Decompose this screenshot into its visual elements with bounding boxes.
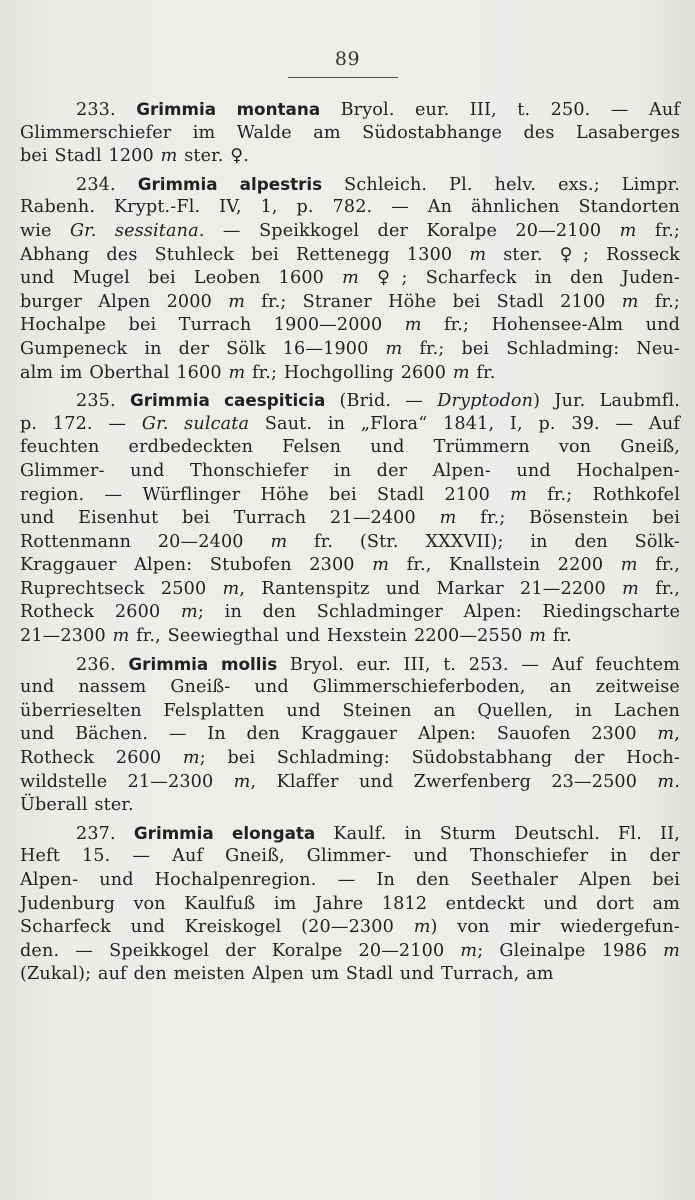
italic-text: m [182, 748, 200, 769]
text-segment: Scharfeck und Kreiskogel (20—2300 [20, 917, 414, 938]
text-segment: Saut. in „Flora“ 1841, I, p. 39. — Auf [249, 413, 681, 434]
italic-text: m [413, 917, 431, 938]
text-segment: fr.; Straner Höhe bei Stadl 2100 [245, 291, 622, 312]
text-segment: — Speikkogel der Koralpe 20—2100 [204, 220, 620, 241]
italic-text: m [181, 602, 198, 623]
text-segment: ; Gleinalpe 1986 [477, 940, 664, 961]
italic-text: m [439, 508, 457, 529]
italic-text: m [620, 555, 638, 576]
text-line [20, 531, 680, 555]
text-line [20, 338, 680, 362]
text-segment: Alpen- und Hochalpenregion. — In den Seethaler Alpen bei [20, 870, 680, 890]
italic-text: m [529, 626, 547, 647]
text-segment: feuchten erdbedeckten Felsen und Trümmern von Gneiß, [20, 437, 680, 458]
text-segment: ; bei Schladming: Südobstabhang der Hoch- [199, 748, 680, 769]
species-entry [20, 173, 680, 385]
italic-text: m [404, 315, 422, 336]
text-segment: Ruprechtseck 2500 [20, 578, 223, 599]
text-line [20, 794, 680, 818]
italic-text: m [657, 724, 675, 745]
text-segment: Rotheck 2600 [20, 748, 183, 769]
italic-text: m [619, 220, 637, 241]
entry-number: 236. [76, 654, 129, 675]
header-rule [288, 77, 398, 78]
text-segment: fr. (Str. XXXVII); in den Sölk- [287, 531, 681, 552]
entry-number: 233. [76, 100, 137, 120]
text-line [20, 893, 680, 917]
text-line [20, 122, 680, 146]
text-segment: fr., Seewiegthal und Hexstein 2200—2550 [129, 626, 530, 647]
text-line [20, 196, 680, 220]
text-line [20, 314, 680, 338]
text-line [20, 771, 680, 795]
text-line [20, 173, 680, 197]
text-segment: Bryol. eur. III, t. 250. — Auf [320, 100, 680, 120]
text-segment: p. 172. — [20, 413, 142, 434]
text-segment: ster. ♀; Rosseck [486, 244, 680, 265]
species-name: Grimmia montana [136, 99, 321, 119]
text-segment: Abhang des Stuhleck bei Rettenegg 1300 [20, 244, 470, 265]
text-segment: und nassem Gneiß- und Glimmerschieferboden, an zeitweise [20, 677, 680, 698]
text-segment: ) Jur. Laubmfl. [533, 391, 680, 412]
text-segment: , [674, 724, 680, 745]
text-line [20, 98, 680, 122]
text-segment: , Rantenspitz und Markar 21—2200 [239, 578, 623, 599]
species-entry [20, 653, 680, 818]
italic-text: m [385, 338, 403, 359]
text-line [20, 700, 680, 724]
italic-text: m [222, 578, 240, 599]
italic-text: m [621, 291, 639, 312]
text-segment: fr. [469, 362, 496, 383]
text-segment: und Mugel bei Leoben 1600 [20, 268, 343, 289]
italic-text: m [663, 940, 681, 961]
text-line [20, 413, 680, 437]
text-line [20, 747, 680, 771]
text-segment: Rottenmann 20—2400 [20, 531, 271, 552]
text-segment: Gumpeneck in der Sölk 16—1900 [20, 338, 386, 359]
text-line [20, 723, 680, 747]
text-segment: und Eisenhut bei Turrach 21—2400 [20, 508, 440, 529]
text-line [20, 507, 680, 531]
italic-text: m [342, 268, 359, 289]
text-line [20, 291, 680, 315]
species-name: Grimmia mollis [128, 653, 278, 674]
text-line [20, 940, 680, 964]
italic-text: m [452, 362, 470, 383]
text-segment: überrieselten Felsplatten und Steinen an Quellen, in Lachen [20, 700, 680, 721]
text-segment: und Bächen. — In den Kraggauer Alpen: Sauofen 2300 [20, 724, 658, 745]
species-name: Grimmia elongata [133, 822, 316, 843]
text-segment: Schleich. Pl. helv. exs.; Limpr. [322, 174, 680, 195]
text-segment: wie [20, 220, 70, 241]
italic-text: m [160, 146, 178, 167]
text-line [20, 916, 680, 940]
text-segment: fr.; bei Schladming: Neu- [402, 338, 680, 359]
text-line [20, 822, 680, 846]
species-entry [20, 822, 680, 987]
species-name: Grimmia alpestris [137, 173, 323, 194]
text-segment: fr.; Hohensee-Alm und [421, 315, 681, 336]
text-line [20, 220, 680, 244]
italic-text: m [112, 626, 130, 647]
text-segment: Kaulf. in Sturm Deutschl. Fl. II, [315, 823, 680, 844]
entry-number: 237. [76, 823, 134, 844]
text-segment: Bryol. eur. III, t. 253. — Auf feuchtem [277, 654, 680, 675]
text-segment: (Brid. — [325, 391, 438, 412]
text-segment: ♀; Scharfeck in den Juden- [358, 268, 680, 289]
text-segment: ; in den Schladminger Alpen: Riedingscharte [197, 602, 681, 623]
text-line [20, 267, 680, 291]
text-line [20, 845, 680, 869]
text-segment: (Zukal); auf den meisten Alpen um Stadl und Turrach, am [20, 964, 554, 985]
species-entry [20, 98, 680, 169]
text-segment: region. — Würflinger Höhe bei Stadl 2100 [20, 484, 511, 505]
text-segment: fr.; Bösenstein bei [456, 508, 680, 529]
text-segment: wildstelle 21—2300 [20, 771, 234, 792]
text-line [20, 389, 680, 413]
italic-text: m [469, 244, 487, 265]
italic-text: m [228, 291, 246, 312]
italic-text: m [622, 578, 639, 599]
text-line [20, 244, 680, 268]
text-segment: fr., [638, 578, 680, 599]
text-line [20, 578, 680, 602]
italic-text: Gr. sessitana. [69, 220, 205, 241]
italic-text: Dryptodon [437, 391, 534, 412]
text-segment: Überall ster. [20, 795, 134, 816]
species-name: Grimmia caespiticia [129, 390, 326, 411]
text-line [20, 554, 680, 578]
page-number: 89 [334, 48, 361, 70]
text-line [20, 601, 680, 625]
text-segment: bei Stadl 1200 [20, 146, 161, 167]
italic-text: m. [657, 771, 680, 792]
text-line [20, 484, 680, 508]
text-segment: Glimmerschiefer im Walde am Südostabhange des Lasaberges [20, 122, 680, 143]
text-line [20, 625, 680, 649]
text-segment: Heft 15. — Auf Gneiß, Glimmer- und Thonschiefer in der [20, 846, 680, 867]
entry-number: 235. [76, 391, 130, 412]
text-line [20, 963, 680, 987]
text-segment: fr.; Hochgolling 2600 [245, 362, 453, 383]
text-segment: Rabenh. Krypt.-Fl. IV, 1, p. 782. — An ähnlichen Standorten [20, 197, 680, 218]
text-segment: Kraggauer Alpen: Stubofen 2300 [20, 555, 373, 576]
text-line [20, 362, 680, 386]
text-segment: burger Alpen 2000 [20, 291, 229, 312]
italic-text: m [372, 555, 390, 576]
text-segment: fr.; [638, 291, 680, 312]
text-segment: ) von mir wiedergefun- [430, 917, 680, 938]
text-segment: ster. ♀. [177, 146, 250, 167]
italic-text: m [460, 940, 478, 961]
text-line [20, 436, 680, 460]
text-segment: Hochalpe bei Turrach 1900—2000 [20, 315, 405, 336]
text-segment: Judenburg von Kaulfuß im Jahre 1812 entdeckt und dort am [20, 893, 680, 914]
italic-text: Gr. sulcata [141, 413, 250, 434]
body-text [20, 98, 680, 991]
text-line [20, 653, 680, 677]
text-segment: fr. [546, 626, 572, 647]
text-segment: fr., Knallstein 2200 [389, 555, 621, 576]
text-segment: den. — Speikkogel der Koralpe 20—2100 [20, 940, 461, 961]
text-segment: Glimmer- und Thonschiefer in der Alpen- und Hochalpen- [20, 460, 680, 481]
italic-text: m [270, 531, 288, 552]
text-line [20, 676, 680, 700]
text-segment: 21—2300 [20, 626, 113, 647]
text-line [20, 869, 680, 893]
text-segment: alm im Oberthal 1600 [20, 362, 229, 383]
text-line [20, 145, 680, 169]
text-segment: , Klaffer und Zwerfenberg 23—2500 [250, 771, 658, 792]
text-segment: fr.; [636, 220, 680, 241]
italic-text: m [510, 484, 527, 505]
text-segment: fr.; Rothkofel [527, 484, 680, 505]
text-segment: fr., [637, 555, 680, 576]
text-line [20, 460, 680, 484]
text-segment: Rotheck 2600 [20, 602, 182, 623]
species-entry [20, 389, 680, 649]
italic-text: m [233, 771, 251, 792]
italic-text: m [228, 362, 246, 383]
entry-number: 234. [76, 174, 138, 195]
